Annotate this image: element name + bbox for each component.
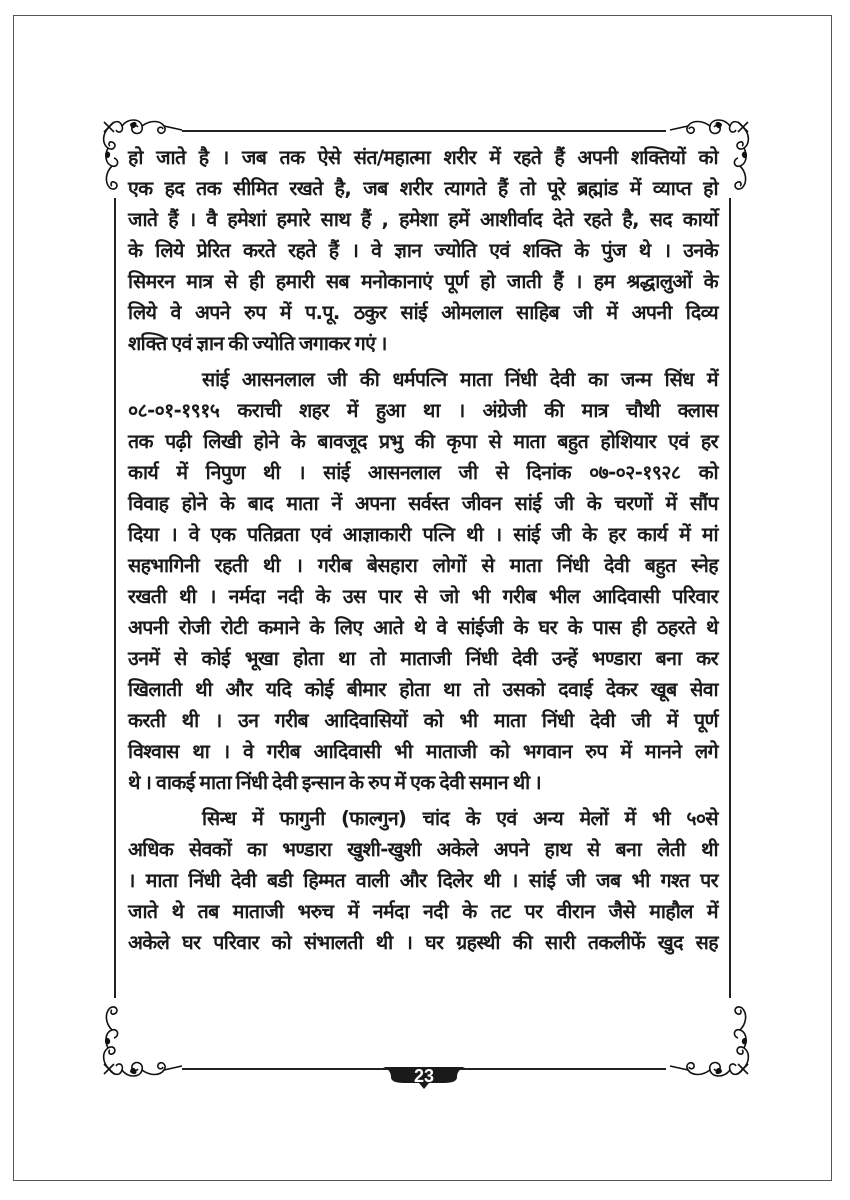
text-line: कार्य में निपुण थी । सांई आसनलाल जी से दिनांक ०७-०२-१९२८ को <box>128 461 718 484</box>
text-line: सिन्ध में फागुनी (फाल्गुन) चांद के एवं अन्य मेलों में भी ५०से <box>202 807 718 830</box>
text-line: रखती थी । नर्मदा नदी के उस पार से जो भी गरीब भील आदिवासी परिवार <box>128 585 718 608</box>
corner-ornament-icon <box>100 990 190 1080</box>
text-line: विवाह होने के बाद माता नें अपना सर्वस्त जीवन सांई जी के चरणों में सौंप <box>128 492 718 515</box>
text-line: खिलाती थी और यदि कोई बीमार होता था तो उसको दवाई देकर खूब सेवा <box>128 678 718 701</box>
text-line: ०८-०१-१९१५ कराची शहर में हुआ था । अंग्रेजी की मात्र चौथी क्लास <box>128 399 718 422</box>
paragraph-1 <box>128 142 718 359</box>
text-line: दिया । वे एक पतिव्रता एवं आज्ञाकारी पत्नि थी । सांई जी के हर कार्य में मां <box>128 523 718 546</box>
text-line: एक हद तक सीमित रखते है, जब शरीर त्यागते हैं तो पूरे ब्रह्मांड में व्याप्त हो <box>128 177 718 200</box>
text-line: लिये वे अपने रुप में प.पू. ठकुर सांई ओमलाल साहिब जी में अपनी दिव्य <box>128 301 718 324</box>
text-line: जाते हैं । वै हमेशां हमारे साथ हैं , हमेशा हमें आशीर्वाद देते रहते है, सद कार्यो <box>128 208 718 231</box>
text-line: अपनी रोजी रोटी कमाने के लिए आते थे वे सांईजी के घर के पास ही ठहरते थे <box>128 616 718 639</box>
text-line: जाते थे तब माताजी भरुच में नर्मदा नदी के तट पर वीरान जैसे माहौल में <box>128 900 718 923</box>
text-line: सांई आसनलाल जी की धर्मपत्नि माता निंधी देवी का जन्म सिंध में <box>202 368 718 391</box>
text-line: थे । वाकई माता निंधी देवी इन्सान के रुप में एक देवी समान थी । <box>128 771 542 794</box>
frame-right-rule <box>729 198 731 998</box>
text-line: अकेले घर परिवार को संभालती थी । घर ग्रहस्थी की सारी तकलीफें खुद सह <box>128 931 718 954</box>
body-text <box>128 142 718 958</box>
text-line: सिमरन मात्र से ही हमारी सब मनोकानाएं पूर्ण हो जाती हैं । हम श्रद्धालुओं के <box>128 270 718 293</box>
text-line: विश्वास था । वे गरीब आदिवासी भी माताजी को भगवान रुप में मानने लगे <box>128 740 718 763</box>
paragraph-2 <box>128 364 718 798</box>
text-line: के लिये प्रेरित करते रहते हैं । वे ज्ञान ज्योति एवं शक्ति के पुंज थे । उनके <box>128 239 718 262</box>
frame-left-rule <box>114 198 116 998</box>
frame-top-rule <box>182 130 666 132</box>
text-line: शक्ति एवं ज्ञान की ज्योति जगाकर गएं । <box>128 332 387 355</box>
page-number-badge <box>383 1063 465 1093</box>
text-line: अधिक सेवकों का भण्डारा खुशी-खुशी अकेले अपने हाथ से बना लेती थी <box>128 838 718 861</box>
text-line: हो जाते है । जब तक ऐसे संत/महात्मा शरीर में रहते हैं अपनी शक्तियों को <box>128 146 718 169</box>
text-line: सहभागिनी रहती थी । गरीब बेसहारा लोगों से माता निंधी देवी बहुत स्नेह <box>128 554 718 577</box>
corner-ornament-icon <box>662 990 752 1080</box>
paragraph-3 <box>128 803 718 958</box>
page-number: 23 <box>413 1066 435 1086</box>
text-line: उनमें से कोई भूखा होता था तो माताजी निंधी देवी उन्हें भण्डारा बना कर <box>128 647 718 670</box>
text-line: तक पढ़ी लिखी होने के बावजूद प्रभु की कृपा से माता बहुत होशियार एवं हर <box>128 430 718 453</box>
text-line: । माता निंधी देवी बडी हिम्मत वाली और दिलेर थी । सांई जी जब भी गश्त पर <box>128 869 718 892</box>
text-line: करती थी । उन गरीब आदिवासियों को भी माता निंधी देवी जी में पूर्ण <box>128 709 718 732</box>
